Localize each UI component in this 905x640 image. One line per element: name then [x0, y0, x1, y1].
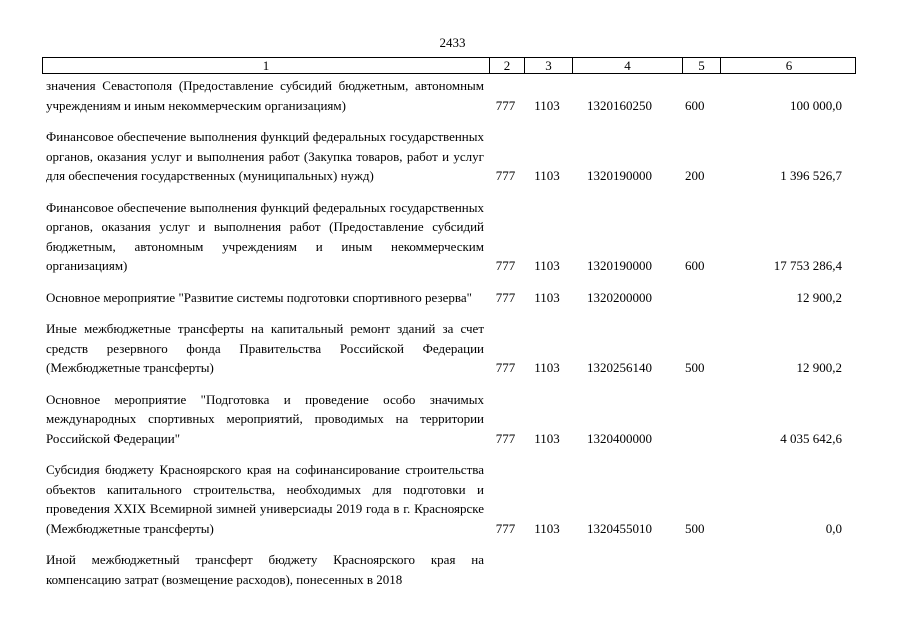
table-row: [42, 76, 856, 115]
row-expense-type: 500: [685, 360, 705, 375]
row-section-code: 1103: [534, 258, 560, 273]
table-row: [42, 319, 856, 378]
row-target-code: 1320400000: [587, 430, 652, 446]
table-row: [42, 550, 856, 589]
row-ministry-code: 777: [495, 520, 516, 536]
row-description: Основное мероприятие "Развитие системы подготовки спортивного резерва": [46, 289, 472, 305]
row-section-code: 1103: [534, 360, 560, 375]
table-header: [42, 57, 856, 74]
row-expense-type: 500: [685, 520, 705, 536]
row-ministry-code: 777: [495, 97, 516, 113]
row-amount: 17 753 286,4: [773, 258, 842, 273]
row-description: Основное мероприятие "Подготовка и проведение особо значимых международных спортивных мероприятий, проводимых на территории Российской Федерации": [46, 391, 484, 446]
row-target-code: 1320256140: [587, 360, 652, 375]
row-ministry-code: 777: [495, 168, 516, 183]
row-ministry-code: 777: [495, 430, 516, 446]
row-target-code: 1320200000: [587, 289, 652, 305]
table-row: [42, 390, 856, 449]
row-description: Иные межбюджетные трансферты на капитальный ремонт зданий за счет средств резервного фонда Правительства Российской Федерации (Межбюджетные трансферты): [46, 321, 484, 375]
budget-table: [42, 57, 856, 589]
row-amount: 12 900,2: [796, 289, 842, 305]
table-row: [42, 127, 856, 186]
row-amount: 4 035 642,6: [780, 430, 842, 446]
header-col-5: 5: [682, 58, 720, 73]
header-col-1: 1: [262, 58, 270, 73]
table-row: [42, 288, 856, 308]
row-description: значения Севастополя (Предоставление субсидий бюджетным, автономным учреждениям и иным некоммерческим организациям): [46, 78, 484, 113]
row-target-code: 1320160250: [587, 97, 652, 113]
row-description: Финансовое обеспечение выполнения функций федеральных государственных органов, оказания услуг и выполнения работ (Предоставление субсидий бюджетным, автономным учреждениям и иным некоммерческим организациям): [46, 199, 484, 273]
row-expense-type: 600: [685, 258, 705, 273]
row-target-code: 1320190000: [587, 258, 652, 273]
row-section-code: 1103: [534, 168, 560, 183]
row-amount: 12 900,2: [796, 360, 842, 375]
table-row: [42, 198, 856, 276]
header-col-3: 3: [524, 58, 572, 73]
row-section-code: 1103: [534, 430, 560, 446]
row-expense-type: 600: [685, 97, 705, 113]
row-section-code: 1103: [534, 520, 560, 536]
row-section-code: 1103: [534, 97, 560, 113]
header-col-6: 6: [720, 58, 857, 73]
row-amount: 0,0: [825, 520, 842, 536]
row-section-code: 1103: [534, 289, 560, 305]
table-row: [42, 460, 856, 538]
header-col-4: 4: [572, 58, 682, 73]
header-col-2: 2: [489, 58, 524, 73]
row-description: Иной межбюджетный трансферт бюджету Красноярского края на компенсацию затрат (возмещение расходов), понесенных в 2018: [46, 552, 484, 587]
row-amount: 100 000,0: [790, 97, 842, 113]
row-target-code: 1320190000: [587, 168, 652, 183]
row-description: Субсидия бюджету Красноярского края на софинансирование строительства объектов капитального строительства, необходимых для подготовки и проведения XXIX Всемирной зимней универсиады 2019 года в г. Красноярске (Межбюджетные трансферты): [46, 462, 484, 536]
row-ministry-code: 777: [495, 360, 516, 375]
row-ministry-code: 777: [495, 258, 516, 273]
page-number: 2433: [439, 35, 466, 50]
row-expense-type: 200: [685, 168, 705, 183]
row-amount: 1 396 526,7: [780, 168, 842, 183]
row-description: Финансовое обеспечение выполнения функций федеральных государственных органов, оказания услуг и выполнения работ (Закупка товаров, работ и услуг для обеспечения государственных (муниципальных) нужд): [46, 129, 484, 183]
row-ministry-code: 777: [495, 289, 516, 305]
row-target-code: 1320455010: [587, 520, 652, 536]
